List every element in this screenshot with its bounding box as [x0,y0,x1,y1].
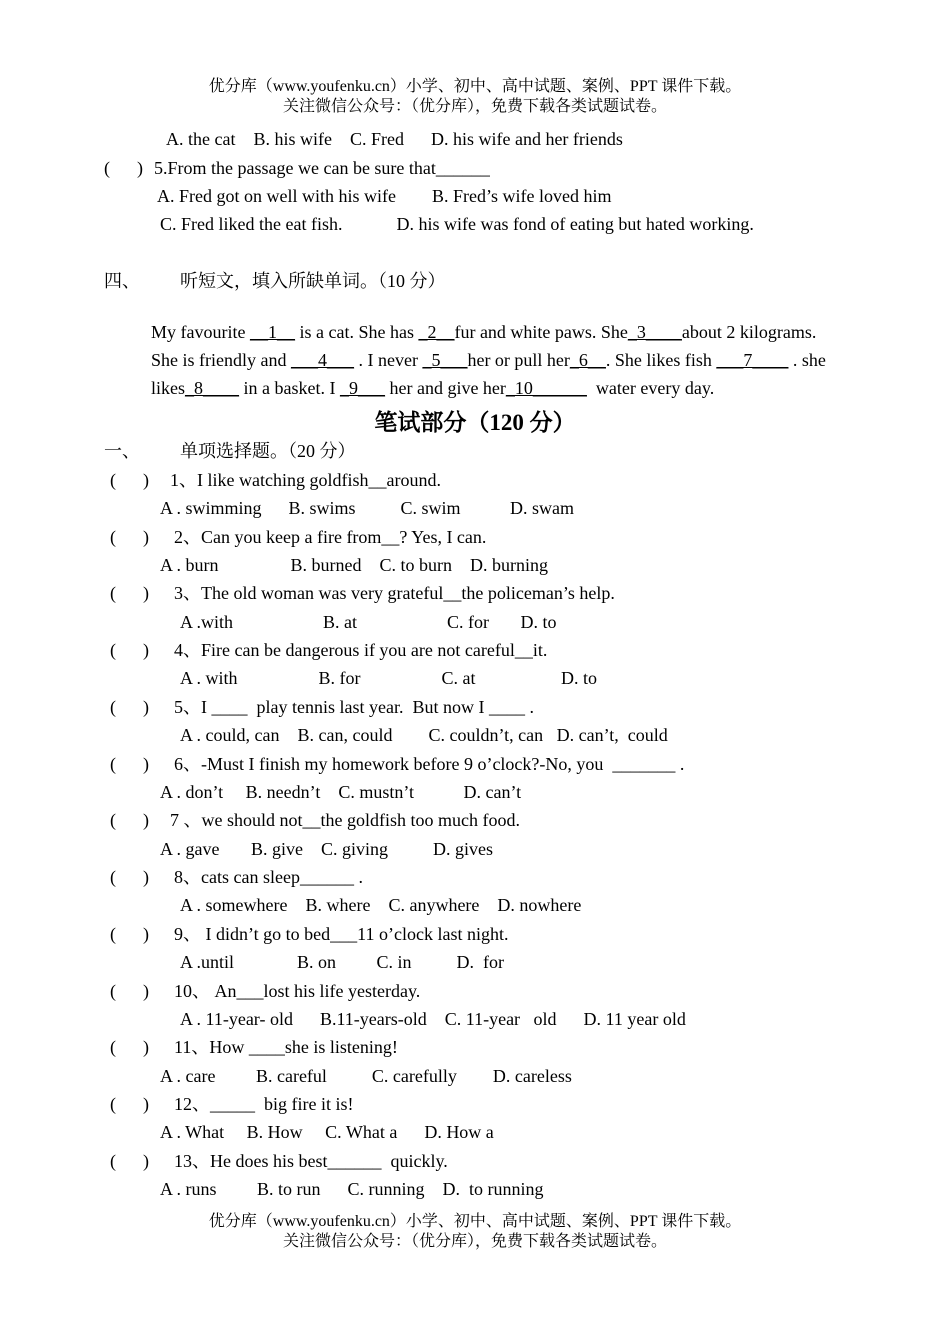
question-stem: 10、 An___lost his life yesterday. [174,981,421,1001]
question-options: A . swimming B. swims C. swim D. swam [160,498,575,518]
question-stem: 2、Can you keep a fire from__? Yes, I can. [174,527,487,547]
cloze-text: My favourite [151,322,250,342]
blank-7: ___7____ [716,350,789,370]
question-bracket: ( ) [110,640,149,660]
section4-number: 四、 [104,271,140,291]
question-bracket: ( ) [110,1094,149,1114]
cloze-line-3 [142,355,714,399]
cloze-text: She is friendly and [151,350,291,370]
header-line-2: 关注微信公众号：（优分库），免费下载各类试题试卷。 [282,98,667,115]
question-bracket: ( ) [110,583,149,603]
question-stem: 6、-Must I finish my homework before 9 o’clock?-No, you _______ . [174,754,685,774]
blank-8: _8____ [185,378,239,398]
question-options: A .with B. at C. for D. to [180,612,557,632]
question-options: A . with B. for C. at D. to [180,668,597,688]
question-bracket: ( ) [110,1151,149,1171]
question-options: A . burn B. burned C. to burn D. burning [160,555,548,575]
cloze-text: her or pull her [467,350,570,370]
blank-9: _9___ [339,378,385,398]
listening-q5-stem: 5.From the passage we can be sure that______ [154,158,490,178]
blank-4: ___4___ [290,350,354,370]
cloze-text: likes [151,378,185,398]
question-bracket: ( ) [110,867,149,887]
footer-line-2: 关注微信公众号：（优分库），免费下载各类试题试卷。 [282,1233,667,1250]
cloze-text: . I never [353,350,423,370]
question-bracket: ( ) [110,697,149,717]
question-options: A . What B. How C. What a D. How a [160,1122,494,1142]
question-bracket: ( ) [110,981,149,1001]
question-stem: 3、The old woman was very grateful__the policeman’s help. [174,583,615,603]
listening-q5-options-cd: C. Fred liked the eat fish. D. his wife was fond of eating but hated working. [160,214,754,234]
question-stem: 7 、we should not__the goldfish too much food. [170,810,520,830]
blank-6: _6__ [569,350,606,370]
question-stem: 11、How ____she is listening! [174,1037,398,1057]
question-options: A . runs B. to run C. running D. to running [160,1179,544,1199]
question-options: A . 11-year- old B.11-years-old C. 11-year old D. 11 year old [180,1009,686,1029]
question-options: A . don’t B. needn’t C. mustn’t D. can’t [160,782,522,802]
section4-title: 听短文，填入所缺单词。（10 分） [180,271,446,291]
section1-title: 单项选择题。（20 分） [180,441,356,461]
listening-q4-options: A. the cat B. his wife C. Fred D. his wife and her friends [166,129,623,149]
question-options: A .until B. on C. in D. for [180,952,505,972]
cloze-text: . She likes fish [605,350,717,370]
question-bracket: ( ) [110,924,149,944]
cloze-text: her and give her [384,378,506,398]
cloze-text: is a cat. She has [294,322,419,342]
question-options: A . gave B. give C. giving D. gives [160,839,493,859]
listening-q5-options-ab: A. Fred got on well with his wife B. Fred’s wife loved him [157,186,612,206]
question-bracket: ( ) [110,1037,149,1057]
cloze-text: water every day. [586,378,715,398]
question-stem: 5、I ____ play tennis last year. But now I ____ . [174,697,534,717]
question-stem: 13、He does his best______ quickly. [174,1151,448,1171]
header-line-1: 优分库（www.youfenku.cn）小学、初中、高中试题、案例、PPT 课件下载。 [208,78,742,95]
question-bracket: ( ) [110,810,149,830]
question-bracket: ( ) [110,527,149,547]
question-stem: 8、cats can sleep______ . [174,867,363,887]
written-part-title: 笔试部分（120 分） [374,410,576,435]
footer-line-1: 优分库（www.youfenku.cn）小学、初中、高中试题、案例、PPT 课件下载。 [208,1213,742,1230]
cloze-text: about 2 kilograms. [681,322,817,342]
question-bracket: ( ) [110,470,149,490]
question-stem: 4、Fire can be dangerous if you are not careful__it. [174,640,548,660]
question-stem: 9、 I didn’t go to bed___11 o’clock last night. [174,924,509,944]
cloze-text: . she [788,350,826,370]
blank-1: __1__ [249,322,295,342]
question-options: A . could, can B. can, could C. couldn’t, can D. can’t, could [180,725,668,745]
question-stem: 1、I like watching goldfish__around. [170,470,441,490]
blank-10: _10______ [505,378,587,398]
question-stem: 12、_____ big fire it is! [174,1094,354,1114]
blank-5: _5___ [422,350,468,370]
section1-number: 一、 [104,441,140,461]
question-options: A . somewhere B. where C. anywhere D. nowhere [180,895,582,915]
question-options: A . care B. careful C. carefully D. careless [160,1066,572,1086]
cloze-text: in a basket. I [239,378,340,398]
blank-2: _2__ [418,322,455,342]
blank-3: _3____ [627,322,682,342]
listening-q5-bracket: ( ) [104,158,143,178]
cloze-text: fur and white paws. She [454,322,628,342]
question-bracket: ( ) [110,754,149,774]
